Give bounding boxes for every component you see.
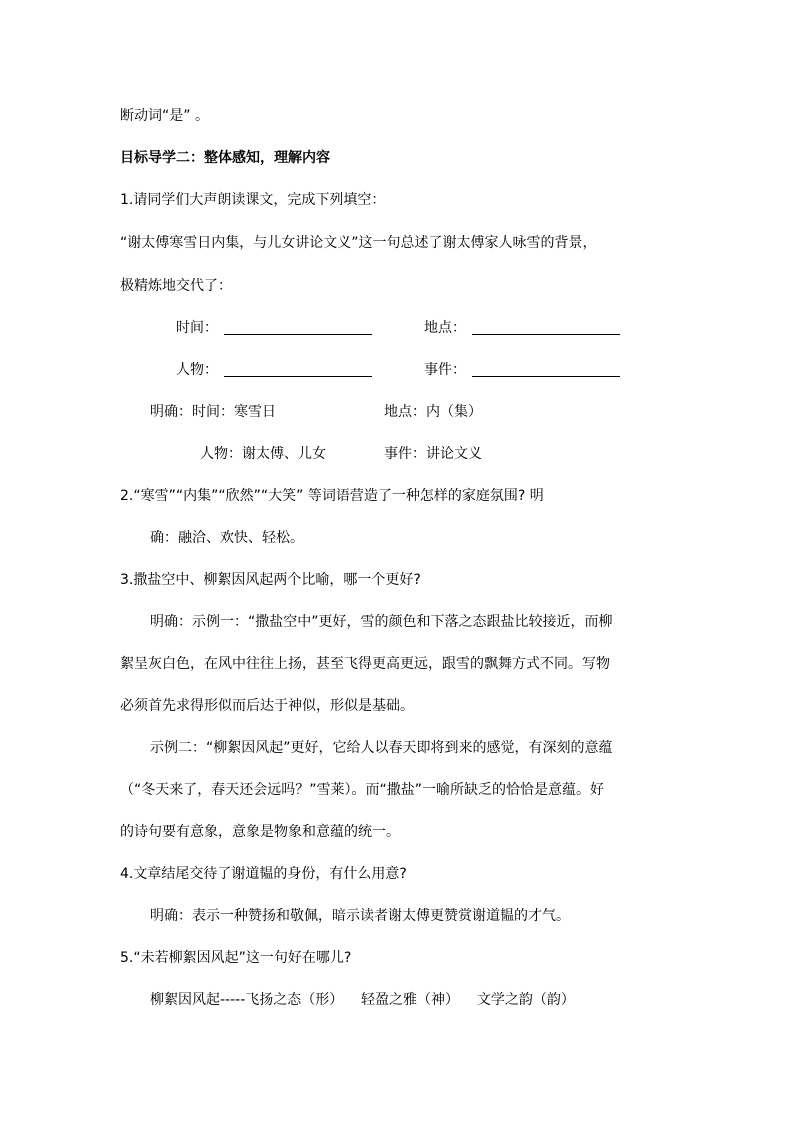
blank-people [224, 376, 372, 377]
label-place: 地点： [424, 320, 466, 336]
blank-event [472, 376, 620, 377]
answer-1-event: 事件：讲论文义 [384, 446, 482, 462]
question-4: 4.文章结尾交待了谢道韫的身份，有什么用意? [120, 866, 407, 882]
answer-3-line-6: 的诗句要有意象，意象是物象和意蕴的统一。 [120, 824, 400, 840]
paragraph-continuation: 断动词“是” 。 [120, 108, 209, 124]
answer-3-line-3: 必须首先求得形似而后达于神似，形似是基础。 [120, 698, 414, 714]
question-5: 5.“未若柳絮因风起”这一句好在哪儿? [120, 950, 352, 966]
answer-1-place: 地点：内（集） [384, 404, 482, 420]
blank-place [472, 334, 620, 335]
question-1-text-line-2: 极精炼地交代了： [120, 278, 232, 294]
answer-5: 柳絮因风起-----飞扬之态（形） 轻盈之雅（神） 文学之韵（韵） [150, 992, 575, 1008]
question-1: 1.请同学们大声朗读课文，完成下列填空： [120, 192, 386, 208]
blank-time [224, 334, 372, 335]
question-2: 2.“寒雪”“内集”“欣然”“大笑” 等词语营造了一种怎样的家庭氛围? 明 [120, 488, 544, 504]
answer-3-line-5: （“冬天来了，春天还会远吗？”雪莱）。而“撒盐”一喻所缺乏的恰恰是意蕴。好 [120, 782, 605, 798]
label-event: 事件： [424, 362, 466, 378]
answer-3-line-2: 絮呈灰白色，在风中往往上扬，甚至飞得更高更远，跟雪的飘舞方式不同。写物 [120, 656, 610, 672]
answer-1-people: 人物：谢太傅、儿女 [200, 446, 326, 462]
answer-4: 明确：表示一种赞扬和敬佩，暗示读者谢太傅更赞赏谢道韫的才气。 [150, 908, 570, 924]
answer-1-time: 明确：时间：寒雪日 [150, 404, 276, 420]
answer-2: 确：融洽、欢快、轻松。 [150, 530, 304, 546]
answer-3-line-1: 明确：示例一：“撒盐空中”更好，雪的颜色和下落之态跟盐比较接近，而柳 [150, 614, 613, 630]
label-time: 时间： [176, 320, 218, 336]
question-3: 3.撒盐空中、柳絮因风起两个比喻，哪一个更好? [120, 572, 421, 588]
section-heading: 目标导学二：整体感知，理解内容 [120, 150, 330, 166]
question-1-text-line-1: “谢太傅寒雪日内集，与儿女讲论文义”这一句总述了谢太傅家人咏雪的背景， [120, 235, 597, 251]
answer-3-line-4: 示例二：“柳絮因风起”更好，它给人以春天即将到来的感觉，有深刻的意蕴 [150, 740, 613, 756]
label-people: 人物： [176, 362, 218, 378]
